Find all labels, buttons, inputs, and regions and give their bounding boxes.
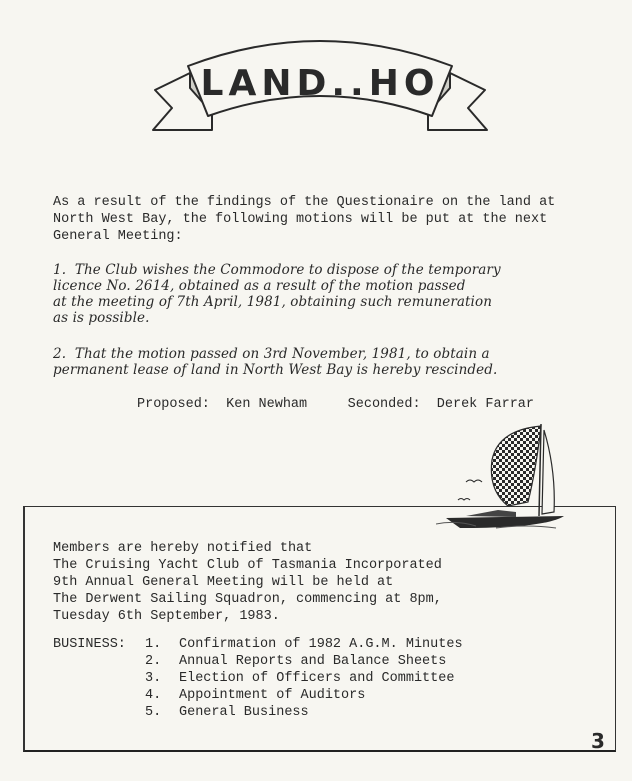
agenda-item-text: General Business xyxy=(179,705,309,720)
motion-2-line: permanent lease of land in North West Bay is hereby rescinded. xyxy=(53,362,498,378)
intro-line: General Meeting: xyxy=(53,229,183,244)
agenda-item-number: 1. xyxy=(145,637,162,652)
notice-line: Tuesday 6th September, 1983. xyxy=(53,609,280,624)
notice-line: 9th Annual General Meeting will be held at xyxy=(53,575,394,590)
page-number: 3 xyxy=(591,729,605,753)
notice-text xyxy=(53,540,442,625)
proposed-name: Ken Newham xyxy=(226,397,308,412)
seconded-name: Derek Farrar xyxy=(436,397,534,412)
agenda-item xyxy=(145,670,454,687)
business-label: BUSINESS: xyxy=(53,637,126,652)
agenda-item-text: Appointment of Auditors xyxy=(179,688,366,703)
proposed-label: Proposed: xyxy=(137,397,210,412)
agenda-item-text: Election of Officers and Committee xyxy=(179,671,455,686)
motion-2-line: 2. That the motion passed on 3rd November, 1981, to obtain a xyxy=(53,346,490,362)
agenda-item xyxy=(145,636,463,653)
motion-1-line: 1. The Club wishes the Commodore to dispose of the temporary xyxy=(53,262,501,278)
intro-line: As a result of the findings of the Questionaire on the land at xyxy=(53,195,556,210)
motion-1-line: at the meeting of 7th April, 1981, obtaining such remuneration xyxy=(53,294,492,310)
agenda-item xyxy=(145,704,309,721)
intro-line: North West Bay, the following motions will be put at the next xyxy=(53,212,548,227)
agenda-item xyxy=(145,653,446,670)
motion-1-line: licence No. 2614, obtained as a result of the motion passed xyxy=(53,278,466,294)
notice-line: The Derwent Sailing Squadron, commencing at 8pm, xyxy=(53,592,442,607)
ribbon-banner xyxy=(150,18,490,148)
signature-line xyxy=(137,397,534,412)
yacht-illustration xyxy=(436,420,576,530)
agenda-item-number: 3. xyxy=(145,671,162,686)
motion-1-line: as is possible. xyxy=(53,310,150,326)
agenda-item-number: 5. xyxy=(145,705,162,720)
notice-line: The Cruising Yacht Club of Tasmania Incorporated xyxy=(53,558,442,573)
notice-line: Members are hereby notified that xyxy=(53,541,313,556)
banner-title: LAND..HO xyxy=(200,63,440,104)
intro-paragraph xyxy=(53,194,555,245)
agenda-item-number: 2. xyxy=(145,654,162,669)
agenda-item xyxy=(145,687,365,704)
agenda-item-text: Annual Reports and Balance Sheets xyxy=(179,654,447,669)
agenda-item-text: Confirmation of 1982 A.G.M. Minutes xyxy=(179,637,463,652)
motion-1 xyxy=(53,262,501,326)
agenda-item-number: 4. xyxy=(145,688,162,703)
motion-2 xyxy=(53,346,497,378)
seconded-label: Seconded: xyxy=(347,397,421,412)
